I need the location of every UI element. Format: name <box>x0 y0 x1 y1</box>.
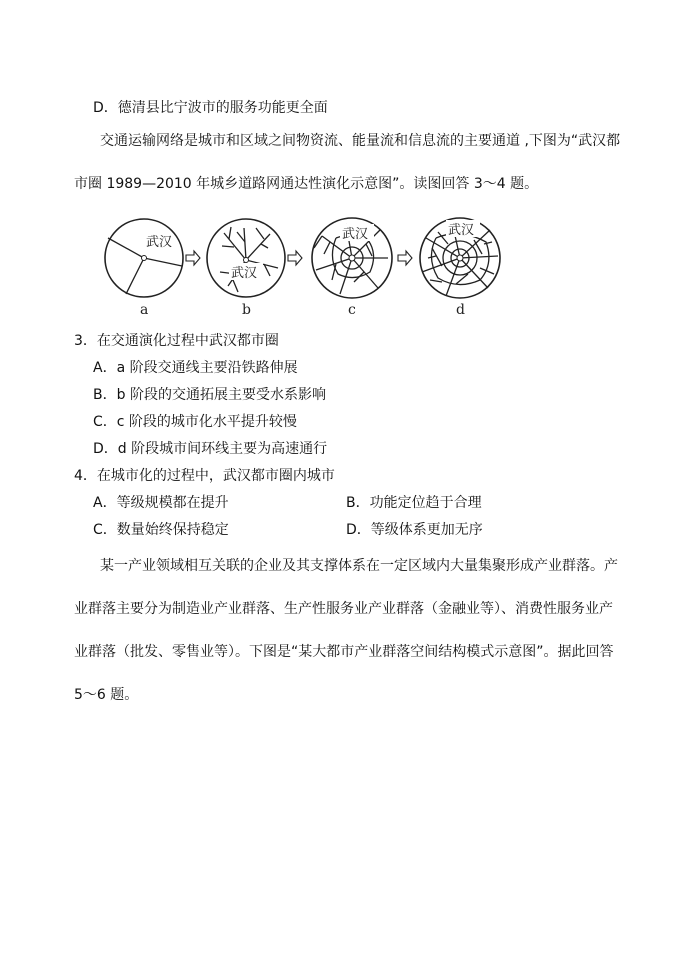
question-4-option-b[interactable]: B．功能定位趋于合理 <box>346 495 482 511</box>
intro-line-2: 市圈 1989—2010 年城乡道路网通达性演化示意图”。读图回答 3～4 题。 <box>74 176 539 192</box>
stage-c-diagram <box>312 218 392 298</box>
intro-line-1: 交通运输网络是城市和区域之间物资流、能量流和信息流的主要通道 ,下图为“武汉都 <box>100 133 621 149</box>
passage-2-line-1: 某一产业领域相互关联的企业及其支撑体系在一定区域内大量集聚形成产业群落。产 <box>100 558 618 574</box>
arrow-a-to-b <box>186 251 200 265</box>
stage-label-d: d <box>456 302 465 318</box>
question-4-option-d[interactable]: D．等级体系更加无序 <box>346 522 483 538</box>
option-d-previous: D．德清县比宁波市的服务功能更全面 <box>93 100 328 116</box>
question-4-option-c[interactable]: C．数量始终保持稳定 <box>93 522 229 538</box>
arrow-b-to-c <box>288 251 302 265</box>
stage-a-city-label: 武汉 <box>146 235 173 250</box>
stage-label-a: a <box>140 302 149 318</box>
stage-c-city-label: 武汉 <box>342 227 369 242</box>
stage-d-city-label: 武汉 <box>448 223 475 238</box>
stage-d-diagram <box>420 218 500 298</box>
stage-a-diagram <box>105 219 183 297</box>
stage-b-diagram <box>207 219 285 297</box>
question-3-option-a[interactable]: A．a 阶段交通线主要沿铁路伸展 <box>93 360 298 376</box>
passage-2-line-4: 5～6 题。 <box>74 687 139 703</box>
arrow-c-to-d <box>398 251 412 265</box>
question-3-stem: 3．在交通演化过程中武汉都市圈 <box>74 333 279 349</box>
passage-2-line-2: 业群落主要分为制造业产业群落、生产性服务业产业群落（金融业等）、消费性服务业产 <box>74 601 613 617</box>
stage-label-b: b <box>242 302 251 318</box>
passage-2-line-3: 业群落（批发、零售业等）。下图是“某大都市产业群落空间结构模式示意图”。据此回答 <box>74 644 614 660</box>
question-3-option-d[interactable]: D．d 阶段城市间环线主要为高速通行 <box>93 441 328 457</box>
stage-label-c: c <box>348 302 356 318</box>
question-4-stem: 4．在城市化的过程中，武汉都市圈内城市 <box>74 468 335 484</box>
question-3-option-c[interactable]: C．c 阶段的城市化水平提升较慢 <box>93 414 297 430</box>
question-3-option-b[interactable]: B．b 阶段的交通拓展主要受水系影响 <box>93 387 326 403</box>
stage-b-city-label: 武汉 <box>231 266 258 281</box>
road-network-evolution-diagram <box>96 208 516 320</box>
question-4-option-a[interactable]: A．等级规模都在提升 <box>93 495 229 511</box>
